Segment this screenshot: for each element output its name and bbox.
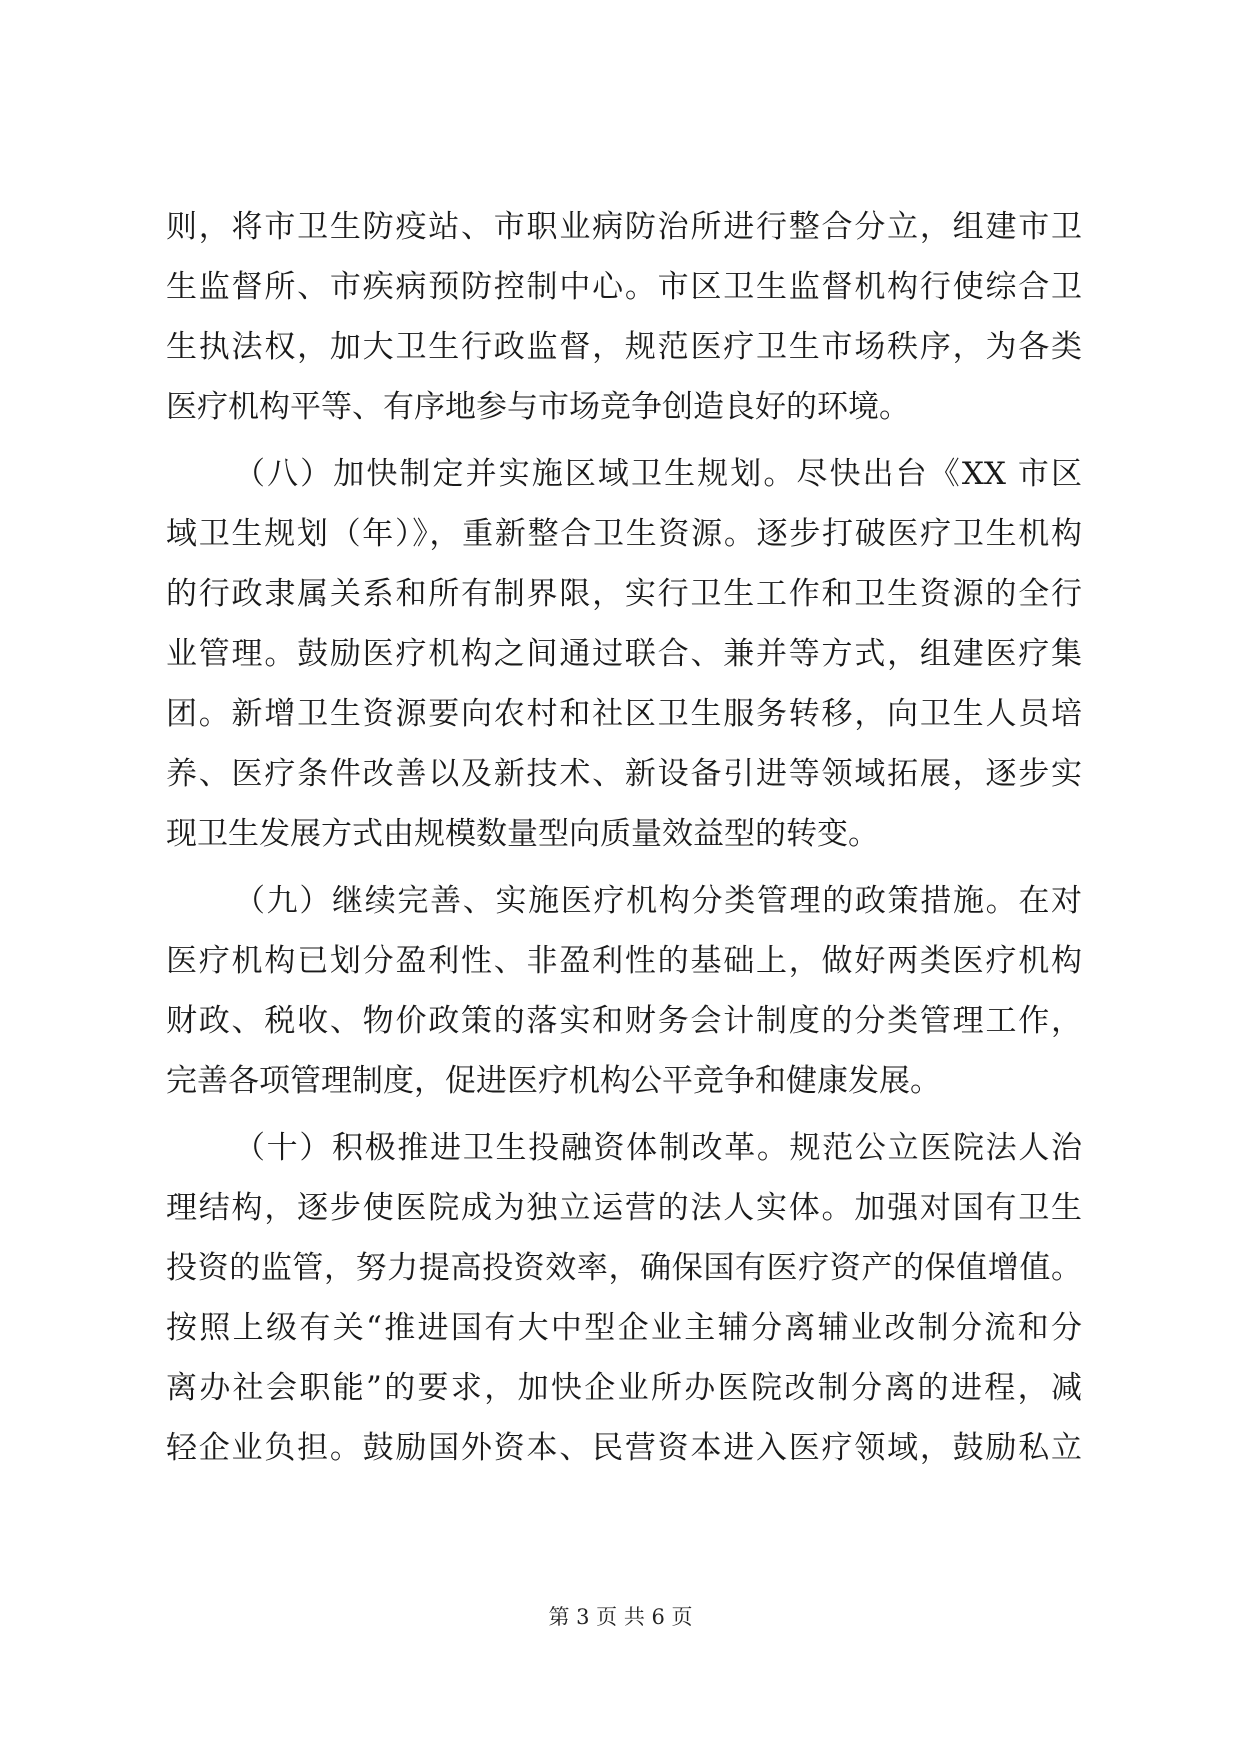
- text-line: 离办社会职能”的要求，加快企业所办医院改制分离的进程，减: [166, 1370, 1082, 1406]
- text-line: 生执法权，加大卫生行政监督，规范医疗卫生市场秩序，为各类: [166, 329, 1082, 365]
- text-line: 则，将市卫生防疫站、市职业病防治所进行整合分立，组建市卫: [166, 209, 1082, 245]
- text-line: 轻企业负担。鼓励国外资本、民营资本进入医疗领域，鼓励私立: [166, 1430, 1082, 1466]
- text-line: 理结构，逐步使医院成为独立运营的法人实体。加强对国有卫生: [166, 1190, 1082, 1226]
- text-line: 生监督所、市疾病预防控制中心。市区卫生监督机构行使综合卫: [166, 269, 1082, 305]
- text-line: 完善各项管理制度，促进医疗机构公平竞争和健康发展。: [166, 1063, 941, 1099]
- text-line: 按照上级有关“推进国有大中型企业主辅分离辅业改制分流和分: [166, 1310, 1082, 1346]
- text-line: 团。新增卫生资源要向农村和社区卫生服务转移，向卫生人员培: [166, 696, 1082, 732]
- text-line: 业管理。鼓励医疗机构之间通过联合、兼并等方式，组建医疗集: [166, 636, 1082, 672]
- text-line: 现卫生发展方式由规模数量型向质量效益型的转变。: [166, 816, 879, 852]
- page-number-footer: 第 3 页 共 6 页: [548, 1605, 693, 1629]
- paragraph-start-line: （九）继续完善、实施医疗机构分类管理的政策措施。在对: [234, 883, 1082, 919]
- text-line: 医疗机构平等、有序地参与市场竞争创造良好的环境。: [166, 389, 910, 425]
- text-line: 投资的监管，努力提高投资效率，确保国有医疗资产的保值增值。: [166, 1250, 1082, 1286]
- text-line: 财政、税收、物价政策的落实和财务会计制度的分类管理工作，: [166, 1003, 1082, 1039]
- text-line: 养、医疗条件改善以及新技术、新设备引进等领域拓展，逐步实: [166, 756, 1082, 792]
- text-line: 域卫生规划（年）》，重新整合卫生资源。逐步打破医疗卫生机构: [166, 516, 1082, 552]
- paragraph-start-line: （八）加快制定并实施区域卫生规划。尽快出台《XX 市区: [234, 456, 1082, 492]
- text-line: 的行政隶属关系和所有制界限，实行卫生工作和卫生资源的全行: [166, 576, 1082, 612]
- text-line: 医疗机构已划分盈利性、非盈利性的基础上，做好两类医疗机构: [166, 943, 1082, 979]
- paragraph-start-line: （十）积极推进卫生投融资体制改革。规范公立医院法人治: [234, 1130, 1082, 1166]
